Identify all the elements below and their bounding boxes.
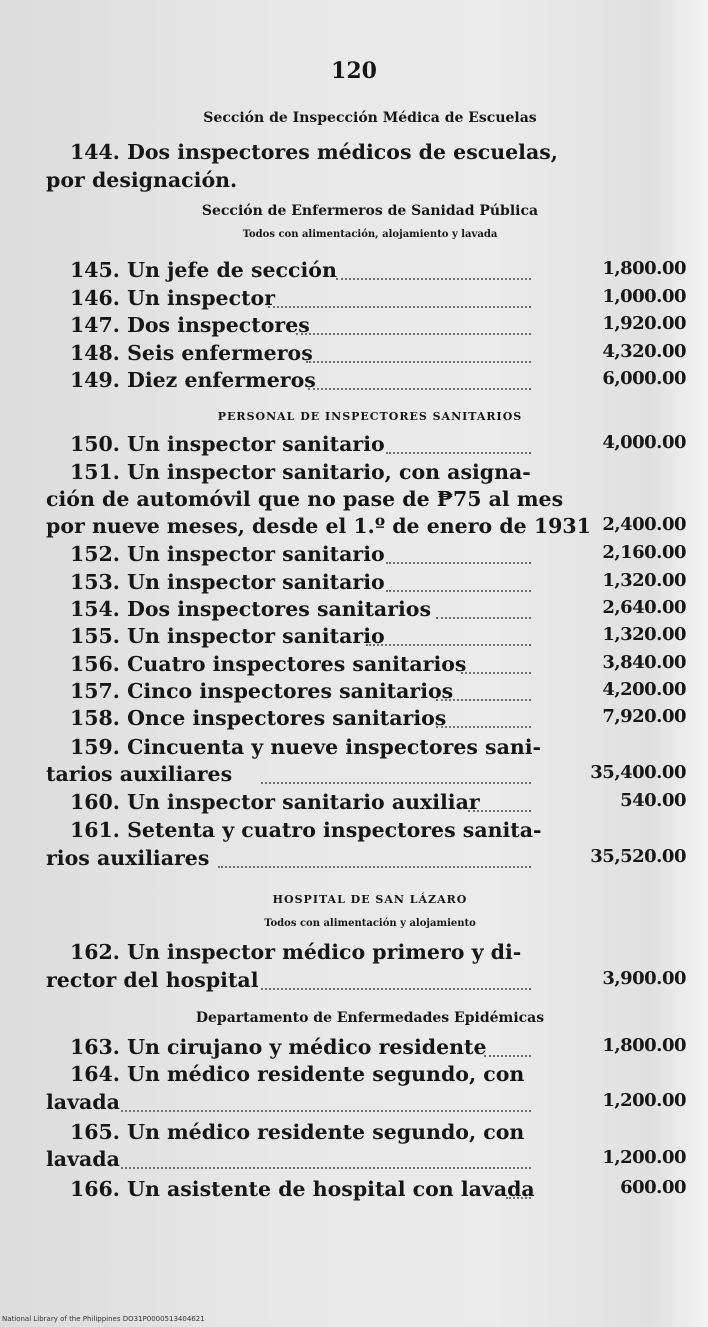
entry-153: [46, 570, 686, 600]
entry-160: [46, 790, 686, 820]
entry-text: por nueve meses, desde el 1.º de enero de 1931: [46, 514, 591, 538]
section-header-inspeccion-medica: Sección de Inspección Médica de Escuelas: [203, 110, 537, 126]
entry-text: 148. Seis enfermeros: [70, 341, 313, 365]
entry-amount: 2,640.00: [602, 597, 686, 618]
section-header-enfermeros: Sección de Enfermeros de Sanidad Pública: [201, 203, 539, 219]
entry-text: 156. Cuatro inspectores sanitarios: [70, 652, 467, 676]
leader-dots: [436, 726, 531, 728]
entry-147: [46, 313, 686, 343]
entry-161-line1: 161. Setenta y cuatro inspectores sanita-: [70, 818, 542, 842]
section-note-hospital: Todos con alimentación y alojamiento: [264, 918, 476, 929]
entry-161: [46, 846, 686, 876]
leader-dots: [121, 1167, 531, 1169]
entry-text: 149. Diez enfermeros: [70, 368, 316, 392]
entry-text: 150. Un inspector sanitario: [70, 432, 385, 456]
entry-146: [46, 286, 686, 316]
entry-144-line1: 144. Dos inspectores médicos de escuelas,: [70, 140, 558, 164]
entry-162: [46, 968, 686, 998]
entry-amount: 6,000.00: [602, 368, 686, 389]
section-note-enfermeros: Todos con alimentación, alojamiento y lavada: [242, 229, 498, 240]
entry-amount: 1,320.00: [602, 570, 686, 591]
entry-text: 163. Un cirujano y médico residente: [70, 1035, 487, 1059]
section-header-hospital: HOSPITAL DE SAN LÁZARO: [272, 893, 468, 906]
entry-amount: 4,320.00: [602, 341, 686, 362]
entry-amount: 1,800.00: [602, 258, 686, 279]
entry-amount: 3,900.00: [602, 968, 686, 989]
entry-166: [46, 1177, 686, 1207]
leader-dots: [386, 452, 531, 454]
leader-dots: [268, 306, 531, 308]
entry-text: 157. Cinco inspectores sanitarios: [70, 679, 454, 703]
entry-144-line2: por designación.: [46, 168, 238, 192]
entry-amount: 1,200.00: [602, 1090, 686, 1111]
entry-amount: 4,000.00: [602, 432, 686, 453]
entry-152: [46, 542, 686, 572]
entry-148: [46, 341, 686, 371]
entry-amount: 35,520.00: [590, 846, 686, 867]
entry-149: [46, 368, 686, 398]
entry-158: [46, 706, 686, 736]
leader-dots: [261, 988, 531, 990]
entry-text: rios auxiliares: [46, 846, 210, 870]
entry-text: lavada: [46, 1090, 120, 1114]
entry-amount: 3,840.00: [602, 652, 686, 673]
entry-151-line2: ción de automóvil que no pase de ₱75 al mes: [46, 487, 564, 511]
leader-dots: [366, 644, 531, 646]
section-header-personal-inspectores: PERSONAL DE INSPECTORES SANITARIOS: [217, 410, 523, 423]
entry-text: 154. Dos inspectores sanitarios: [70, 597, 432, 621]
entry-154: [46, 597, 686, 627]
page-number: 120: [331, 58, 377, 84]
entry-164-line1: 164. Un médico residente segundo, con: [70, 1062, 525, 1086]
leader-dots: [436, 617, 531, 619]
leader-dots: [436, 699, 531, 701]
entry-162-line1: 162. Un inspector médico primero y di-: [70, 940, 522, 964]
leader-dots: [386, 562, 531, 564]
leader-dots: [296, 333, 531, 335]
leader-dots: [506, 1197, 531, 1199]
entry-150: [46, 432, 686, 462]
leader-dots: [484, 1055, 531, 1057]
entry-amount: 35,400.00: [590, 762, 686, 783]
entry-amount: 1,800.00: [602, 1035, 686, 1056]
entry-amount: 1,200.00: [602, 1147, 686, 1168]
entry-165-line1: 165. Un médico residente segundo, con: [70, 1120, 525, 1144]
entry-text: 147. Dos inspectores: [70, 313, 310, 337]
entry-159: [46, 762, 686, 792]
entry-text: 160. Un inspector sanitario auxiliar: [70, 790, 480, 814]
leader-dots: [261, 782, 531, 784]
entry-text: 158. Once inspectores sanitarios: [70, 706, 447, 730]
entry-165: [46, 1147, 686, 1177]
entry-amount: 2,400.00: [602, 514, 686, 535]
entry-amount: 1,920.00: [602, 313, 686, 334]
entry-text: 146. Un inspector: [70, 286, 276, 310]
entry-157: [46, 679, 686, 709]
entry-151: [46, 514, 686, 544]
entry-text: rector del hospital: [46, 968, 259, 992]
entry-text: 155. Un inspector sanitario: [70, 624, 385, 648]
archive-footer: National Library of the Philippines DO31P0000513404621: [2, 1315, 205, 1323]
entry-amount: 1,320.00: [602, 624, 686, 645]
entry-amount: 600.00: [620, 1177, 686, 1198]
entry-text: 166. Un asistente de hospital con lavada: [70, 1177, 535, 1201]
entry-amount: 1,000.00: [602, 286, 686, 307]
entry-amount: 7,920.00: [602, 706, 686, 727]
entry-151-line1: 151. Un inspector sanitario, con asigna-: [70, 460, 531, 484]
entry-amount: 4,200.00: [602, 679, 686, 700]
entry-amount: 2,160.00: [602, 542, 686, 563]
leader-dots: [461, 672, 531, 674]
leader-dots: [386, 590, 531, 592]
entry-text: lavada: [46, 1147, 120, 1171]
entry-164: [46, 1090, 686, 1120]
entry-163: [46, 1035, 686, 1065]
section-header-epidemicas: Departamento de Enfermedades Epidémicas: [195, 1010, 545, 1026]
leader-dots: [306, 361, 531, 363]
leader-dots: [308, 388, 531, 390]
entry-amount: 540.00: [620, 790, 686, 811]
entry-159-line1: 159. Cincuenta y nueve inspectores sani-: [70, 735, 542, 759]
entry-155: [46, 624, 686, 654]
entry-text: 145. Un jefe de sección: [70, 258, 337, 282]
entry-156: [46, 652, 686, 682]
leader-dots: [468, 810, 531, 812]
entry-text: tarios auxiliares: [46, 762, 233, 786]
leader-dots: [218, 866, 531, 868]
entry-145: [46, 258, 686, 288]
entry-text: 152. Un inspector sanitario: [70, 542, 385, 566]
leader-dots: [336, 278, 531, 280]
leader-dots: [121, 1110, 531, 1112]
entry-text: 153. Un inspector sanitario: [70, 570, 385, 594]
